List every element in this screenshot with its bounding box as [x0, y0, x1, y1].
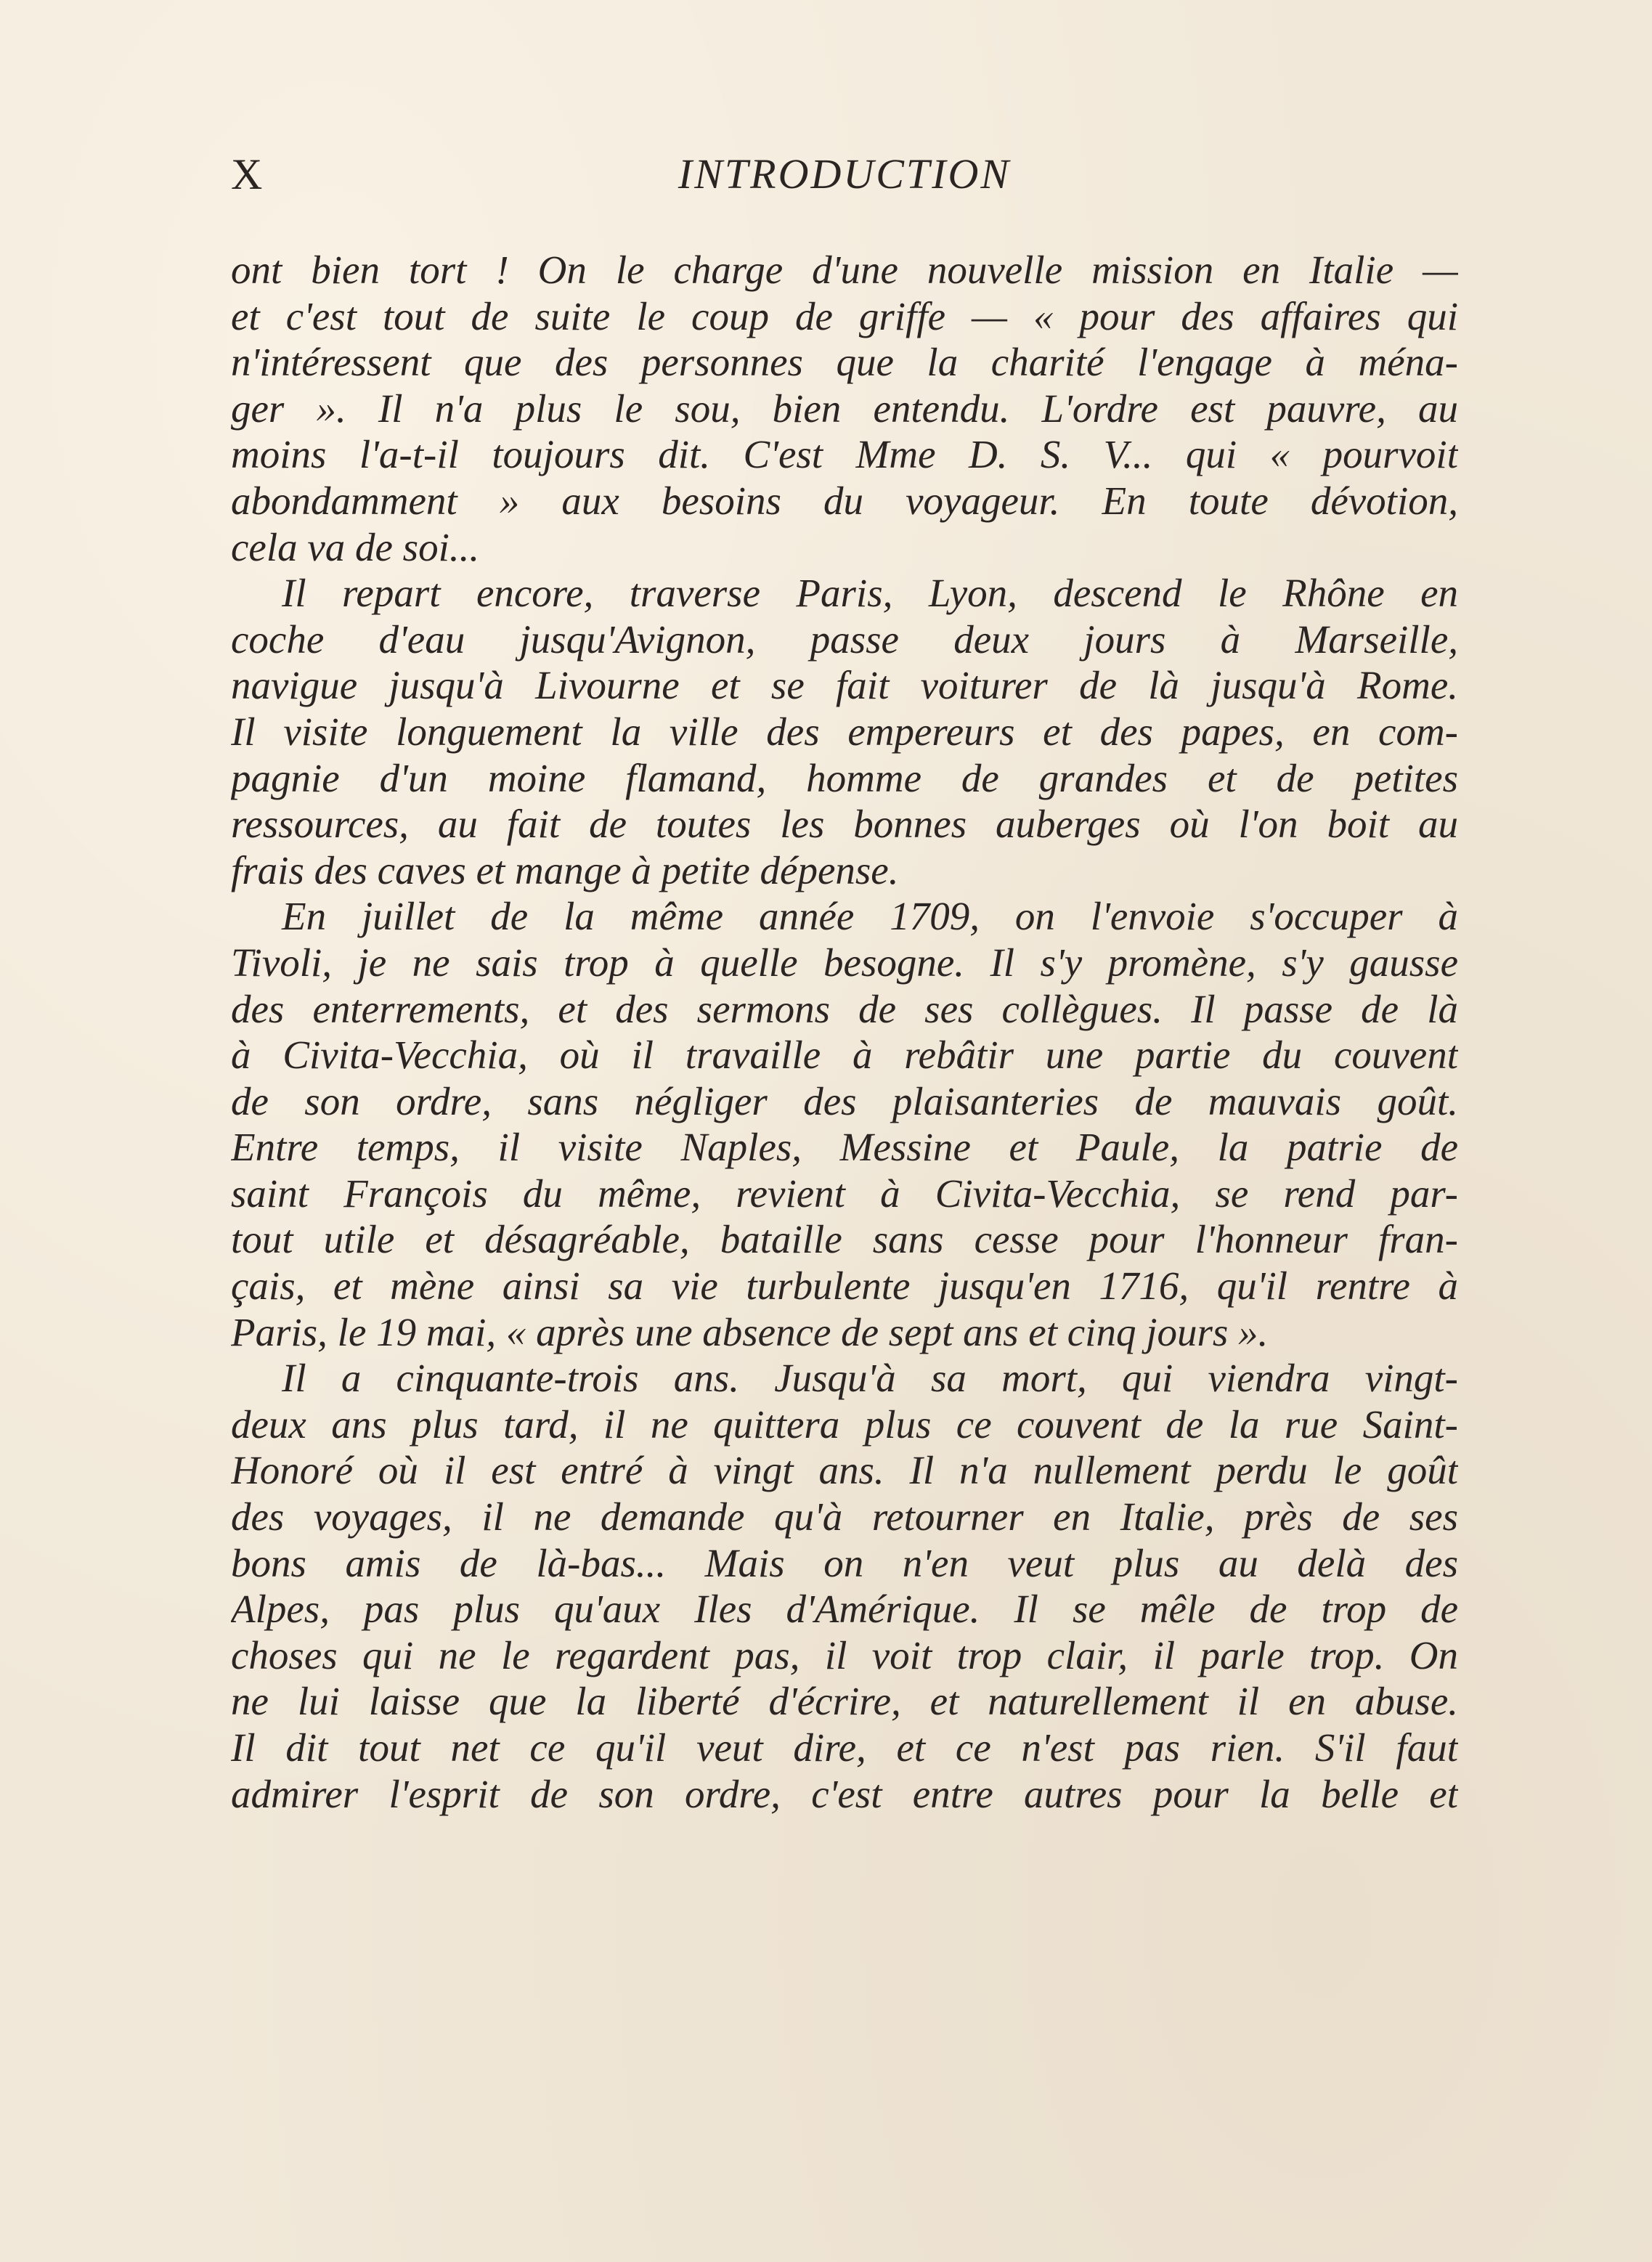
text-line: ne lui laisse que la liberté d'écrire, et naturellement il en abuse.: [231, 1679, 1458, 1724]
text-line: Paris, le 19 mai, « après une absence de sept ans et cinq jours ».: [231, 1309, 1269, 1354]
text-line: tout utile et désagréable, bataille sans cesse pour l'honneur fran-: [231, 1217, 1458, 1262]
text-line: ressources, au fait de toutes les bonnes auberges où l'on boit au: [231, 802, 1458, 847]
text-line: pagnie d'un moine flamand, homme de grandes et de petites: [231, 755, 1458, 800]
body-text: [231, 247, 1458, 1817]
text-line: Il a cinquante-trois ans. Jusqu'à sa mort, qui viendra vingt-: [282, 1356, 1458, 1401]
text-line: des voyages, il ne demande qu'à retourner en Italie, près de ses: [231, 1494, 1458, 1539]
text-line: ont bien tort ! On le charge d'une nouvelle mission en Italie —: [231, 248, 1458, 292]
text-line: Tivoli, je ne sais trop à quelle besogne. Il s'y promène, s'y gausse: [231, 940, 1458, 985]
text-line: çais, et mène ainsi sa vie turbulente jusqu'en 1716, qu'il rentre à: [231, 1264, 1458, 1309]
page-number: X: [231, 150, 264, 198]
text-line: Entre temps, il visite Naples, Messine et Paule, la patrie de: [231, 1125, 1458, 1170]
text-line: Alpes, pas plus qu'aux Iles d'Amérique. Il se mêle de trop de: [231, 1587, 1458, 1632]
text-line: choses qui ne le regardent pas, il voit trop clair, il parle trop. On: [231, 1632, 1458, 1677]
text-line: de son ordre, sans négliger des plaisanteries de mauvais goût.: [231, 1078, 1458, 1123]
text-line: coche d'eau jusqu'Avignon, passe deux jours à Marseille,: [231, 617, 1458, 662]
text-line: saint François du même, revient à Civita-Vecchia, se rend par-: [231, 1171, 1458, 1216]
text-line: n'intéressent que des personnes que la charité l'engage à ména-: [231, 340, 1458, 385]
text-line: et c'est tout de suite le coup de griffe — « pour des affaires qui: [231, 293, 1458, 338]
text-line: admirer l'esprit de son ordre, c'est entre autres pour la belle et: [231, 1771, 1458, 1816]
running-head: [231, 149, 1458, 200]
text-line: à Civita-Vecchia, où il travaille à rebâtir une partie du couvent: [231, 1033, 1458, 1078]
text-line: abondamment » aux besoins du voyageur. En toute dévotion,: [231, 478, 1458, 523]
text-line: deux ans plus tard, il ne quittera plus ce couvent de la rue Saint-: [231, 1401, 1458, 1447]
text-line: cela va de soi...: [231, 524, 480, 569]
running-title: INTRODUCTION: [678, 150, 1012, 198]
text-line: En juillet de la même année 1709, on l'envoie s'occuper à: [282, 894, 1458, 939]
text-line: ger ». Il n'a plus le sou, bien entendu. L'ordre est pauvre, au: [231, 386, 1458, 431]
text-line: Il repart encore, traverse Paris, Lyon, descend le Rhône en: [282, 571, 1458, 616]
text-line: navigue jusqu'à Livourne et se fait voiturer de là jusqu'à Rome.: [231, 663, 1458, 708]
text-line: Honoré où il est entré à vingt ans. Il n'a nullement perdu le goût: [231, 1448, 1458, 1493]
text-line: bons amis de là-bas... Mais on n'en veut plus au delà des: [231, 1540, 1458, 1585]
text-line: frais des caves et mange à petite dépense.: [231, 847, 899, 892]
text-line: Il dit tout net ce qu'il veut dire, et ce n'est pas rien. S'il faut: [231, 1725, 1458, 1770]
text-line: des enterrements, et des sermons de ses collègues. Il passe de là: [231, 986, 1458, 1031]
text-line: Il visite longuement la ville des empereurs et des papes, en com-: [231, 709, 1458, 754]
text-line: moins l'a-t-il toujours dit. C'est Mme D. S. V... qui « pourvoit: [231, 432, 1458, 477]
